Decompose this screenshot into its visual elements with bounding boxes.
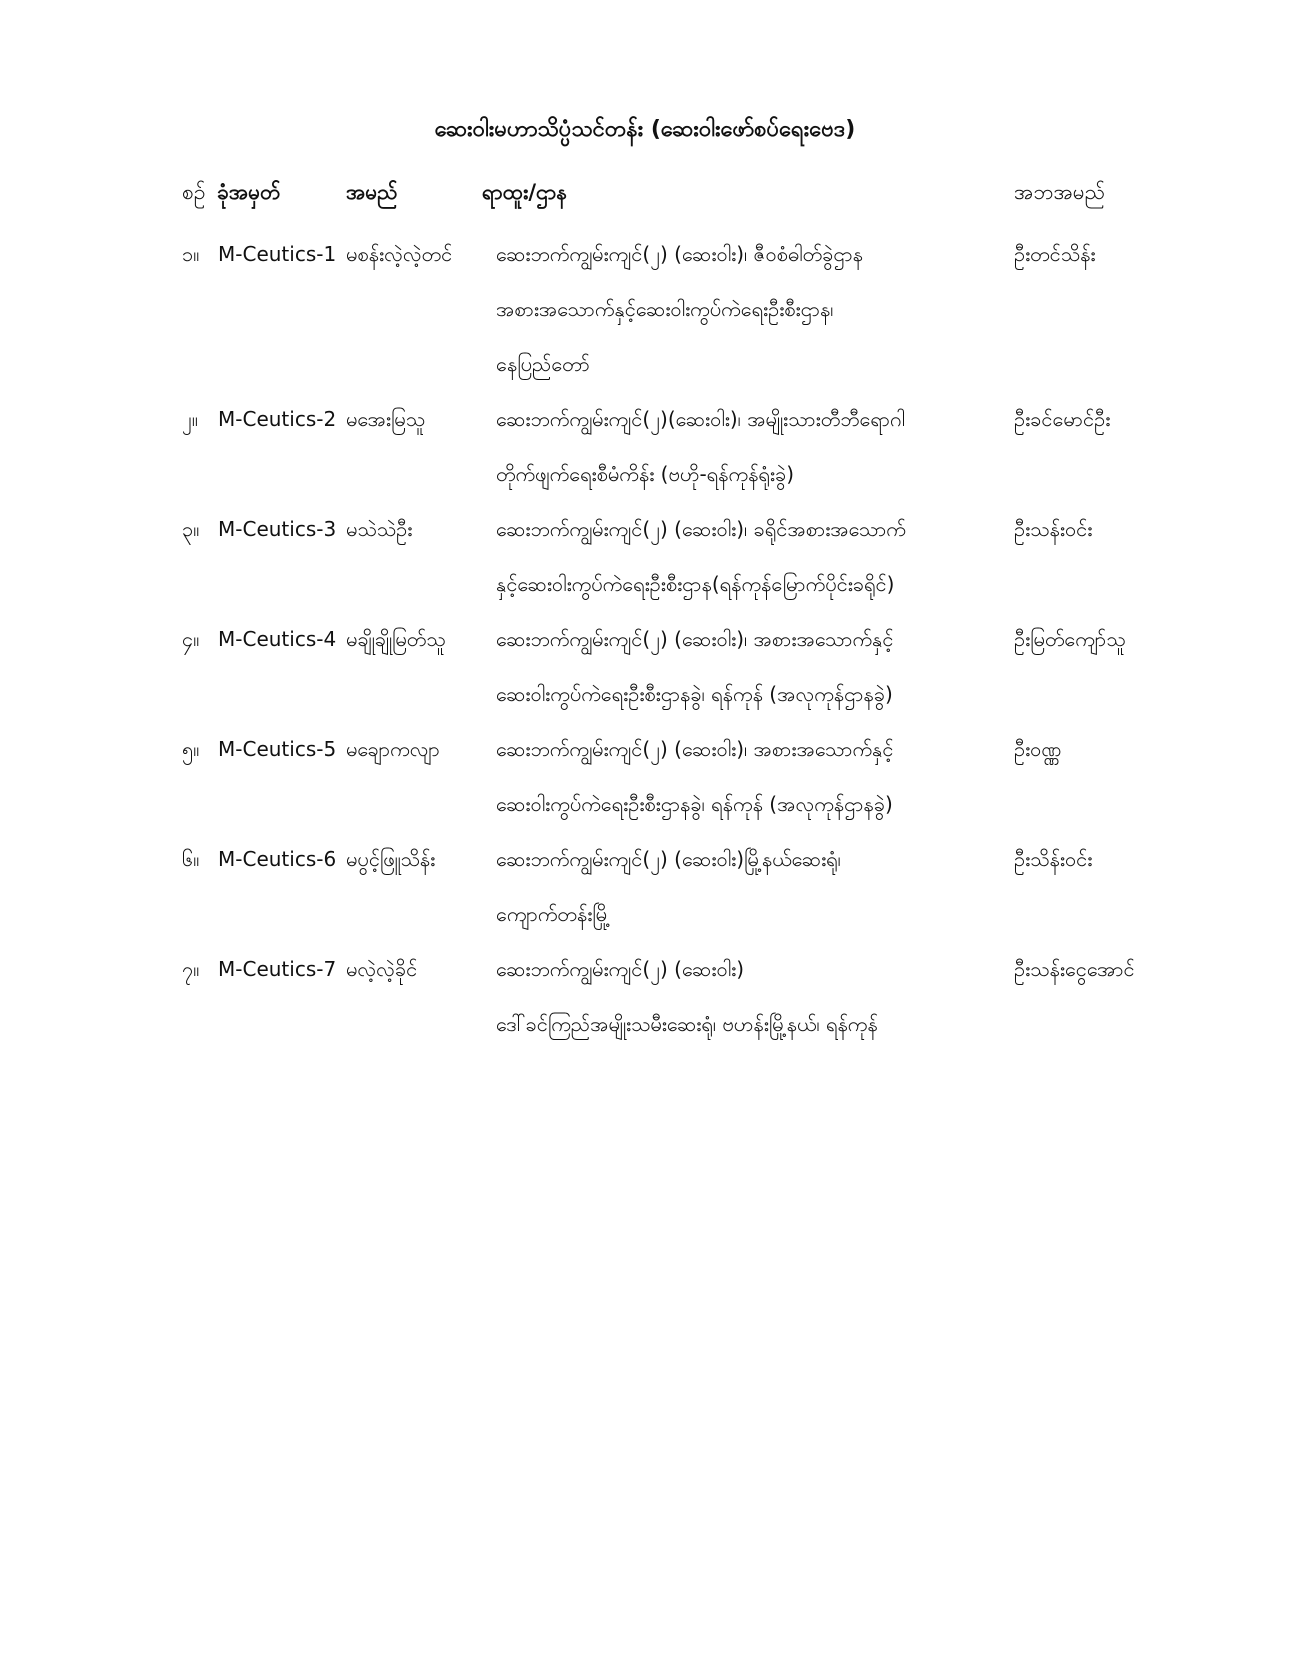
table-header — [0, 174, 1290, 210]
roll-number: M-Ceutics-3 — [218, 517, 337, 541]
row-number: ၄။ — [182, 627, 200, 651]
position-line: ဆေးဘက်ကျွမ်းကျင်(၂) (ဆေးဝါး)၊ အစားအသောက်နှင့် — [496, 737, 894, 761]
position-line: ဆေးဘက်ကျွမ်းကျင်(၂) (ဆေးဝါး)မြို့နယ်ဆေးရုံ၊ — [496, 847, 841, 871]
position-line: နေပြည်တော် — [496, 352, 590, 376]
position-line: ဆေးဘက်ကျွမ်းကျင်(၂) (ဆေးဝါး) — [496, 957, 745, 981]
row-number: ၇။ — [182, 957, 200, 981]
father-name: ဦးတင်သိန်း — [1014, 242, 1096, 266]
position-line: ဆေးဘက်ကျွမ်းကျင်(၂) (ဆေးဝါး)၊ ခရိုင်အစားအသောက် — [496, 517, 906, 541]
row-number: ၆။ — [182, 847, 200, 871]
father-name: ဦးသိန်းဝင်း — [1014, 847, 1093, 871]
father-name: ဦးဝဏ္ဏ — [1014, 737, 1062, 761]
position-department — [496, 725, 996, 835]
position-department — [496, 230, 996, 395]
student-name: မချောကလျာ — [346, 737, 440, 761]
position-department — [496, 505, 996, 615]
roll-number: M-Ceutics-4 — [218, 627, 337, 651]
header-roll-number: ခုံအမှတ် — [217, 180, 281, 204]
table-row — [0, 395, 1290, 505]
father-name: ဦးခင်မောင်ဦး — [1014, 407, 1111, 431]
table-row — [0, 615, 1290, 725]
roll-number: M-Ceutics-2 — [218, 407, 337, 431]
position-line: အစားအသောက်နှင့်ဆေးဝါးကွပ်ကဲရေးဦးစီးဌာန၊ — [496, 297, 834, 321]
father-name: ဦးမြတ်ကျော်သူ — [1014, 627, 1126, 651]
position-line: နှင့်ဆေးဝါးကွပ်ကဲရေးဦးစီးဌာန(ရန်ကုန်မြောက်ပိုင်းခရိုင်) — [496, 572, 895, 596]
header-father-name: အဘအမည် — [1014, 180, 1106, 204]
row-number: ၃။ — [182, 517, 200, 541]
header-position-department: ရာထူး/ဌာန — [482, 180, 568, 204]
roll-number: M-Ceutics-6 — [218, 847, 337, 871]
student-name: မလဲ့လဲ့ခိုင် — [346, 957, 418, 981]
row-number: ၅။ — [182, 737, 200, 761]
header-name: အမည် — [346, 180, 398, 204]
student-name: မပွင့်ဖြူသိန်း — [346, 847, 436, 871]
table-body — [0, 230, 1290, 1055]
position-line: ဒေါ်ခင်ကြည်အမျိုးသမီးဆေးရုံ၊ ဗဟန်းမြို့နယ်၊ ရန်ကုန် — [496, 1012, 878, 1036]
student-name: မအေးမြသူ — [346, 407, 426, 431]
position-department — [496, 395, 996, 505]
position-department — [496, 615, 996, 725]
table-row — [0, 505, 1290, 615]
page-title: ဆေးဝါးမဟာသိပ္ပံသင်တန်း (ဆေးဝါးဖော်စပ်ရေးဗေဒ) — [434, 117, 856, 142]
student-name: မချိုချိုမြတ်သူ — [346, 627, 446, 651]
position-line: ဆေးဝါးကွပ်ကဲရေးဦးစီးဌာနခွဲ၊ ရန်ကုန် (အလုကုန်ဌာနခွဲ) — [496, 682, 893, 706]
father-name: ဦးသန်းငွေအောင် — [1014, 957, 1135, 981]
position-line: ဆေးဝါးကွပ်ကဲရေးဦးစီးဌာနခွဲ၊ ရန်ကုန် (အလုကုန်ဌာနခွဲ) — [496, 792, 893, 816]
table-row — [0, 725, 1290, 835]
position-line: ဆေးဘက်ကျွမ်းကျင်(၂)(ဆေးဝါး)၊ အမျိုးသားတီဘီရောဂါ — [496, 407, 905, 431]
position-department — [496, 835, 996, 945]
student-name: မသဲသဲဦး — [346, 517, 413, 541]
table-row — [0, 230, 1290, 395]
position-line: တိုက်ဖျက်ရေးစီမံကိန်း (ဗဟို-ရန်ကုန်ရုံးခွဲ) — [496, 462, 795, 486]
table-row — [0, 945, 1290, 1055]
position-department — [496, 945, 996, 1055]
row-number: ၂။ — [182, 407, 198, 431]
roll-number: M-Ceutics-5 — [218, 737, 337, 761]
position-line: ကျောက်တန်းမြို့ — [496, 902, 611, 926]
position-line: ဆေးဘက်ကျွမ်းကျင်(၂) (ဆေးဝါး)၊ ဇီဝစံဓါတ်ခွဲဌာန — [496, 242, 864, 266]
father-name: ဦးသန်းဝင်း — [1014, 517, 1093, 541]
row-number: ၁။ — [182, 242, 200, 266]
roll-number: M-Ceutics-1 — [218, 242, 337, 266]
table-row — [0, 835, 1290, 945]
header-number: စဉ် — [182, 180, 206, 204]
student-name: မစန်းလဲ့လဲ့တင် — [346, 242, 453, 266]
roll-number: M-Ceutics-7 — [218, 957, 337, 981]
position-line: ဆေးဘက်ကျွမ်းကျင်(၂) (ဆေးဝါး)၊ အစားအသောက်နှင့် — [496, 627, 894, 651]
